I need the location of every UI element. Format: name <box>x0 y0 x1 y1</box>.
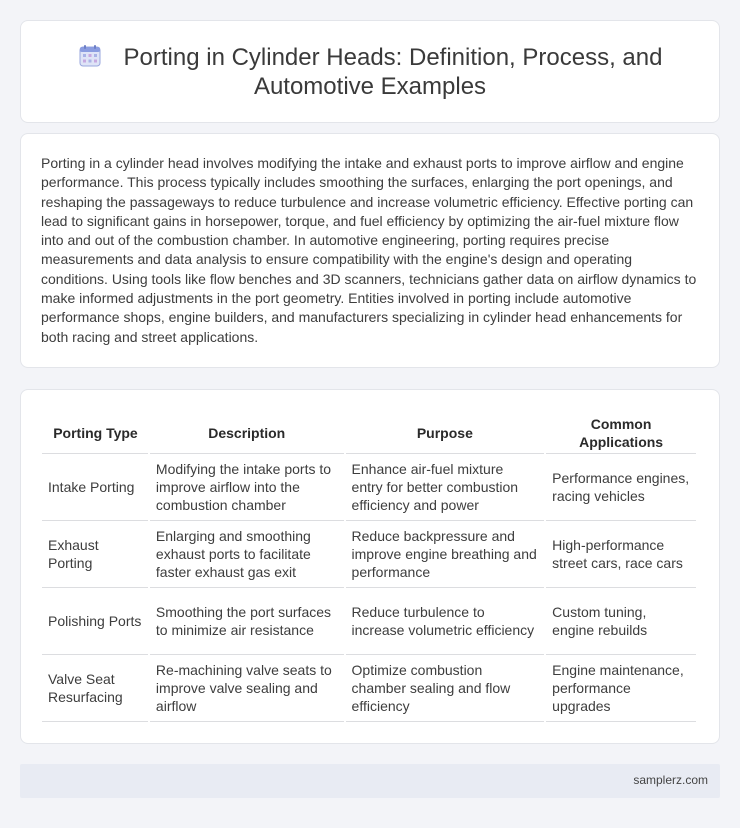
cell-porting-type: Exhaust Porting <box>42 520 149 587</box>
calendar-icon <box>78 44 102 68</box>
cell-porting-type: Valve Seat Resurfacing <box>42 654 149 721</box>
cell-porting-type: Polishing Ports <box>42 587 149 654</box>
cell-applications: Engine maintenance, performance upgrades <box>545 654 697 721</box>
intro-card <box>20 133 720 368</box>
cell-description: Modifying the intake ports to improve airflow into the combustion chamber <box>149 453 345 520</box>
page-title: Porting in Cylinder Heads: Definition, Process, and Automotive Examples <box>123 44 663 100</box>
header-porting-type: Porting Type <box>42 413 149 453</box>
header-common-applications: Common Applications <box>545 413 697 453</box>
cell-description: Re-machining valve seats to improve valve sealing and airflow <box>149 654 345 721</box>
cell-porting-type: Intake Porting <box>42 453 149 520</box>
cell-purpose: Enhance air-fuel mixture entry for better combustion efficiency and power <box>345 453 546 520</box>
cell-applications: Custom tuning, engine rebuilds <box>545 587 697 654</box>
table-row <box>42 654 697 721</box>
page-title-wrap <box>21 43 719 101</box>
table-row <box>42 453 697 520</box>
cell-description: Enlarging and smoothing exhaust ports to facilitate faster exhaust gas exit <box>149 520 345 587</box>
table-header-row <box>42 413 697 453</box>
title-card <box>20 20 720 123</box>
cell-applications: Performance engines, racing vehicles <box>545 453 697 520</box>
table-row <box>42 520 697 587</box>
cell-purpose: Reduce turbulence to increase volumetric efficiency <box>345 587 546 654</box>
table-row <box>42 587 697 654</box>
cell-purpose: Reduce backpressure and improve engine breathing and performance <box>345 520 546 587</box>
header-purpose: Purpose <box>345 413 546 453</box>
cell-applications: High-performance street cars, race cars <box>545 520 697 587</box>
cell-purpose: Optimize combustion chamber sealing and flow efficiency <box>345 654 546 721</box>
header-description: Description <box>149 413 345 453</box>
cell-description: Smoothing the port surfaces to minimize air resistance <box>149 587 345 654</box>
footer-bar <box>20 764 720 798</box>
porting-table <box>42 413 698 722</box>
table-card <box>20 389 720 744</box>
footer-site-link[interactable]: samplerz.com <box>633 773 708 787</box>
intro-paragraph: Porting in a cylinder head involves modifying the intake and exhaust ports to improve airflow and engine performance. This process typically includes smoothing the surfaces, enlarging the port openings, and reshaping the passageways to reduce turbulence and increase volumetric efficiency. Effective porting can lead to significant gains in horsepower, torque, and fuel efficiency by optimizing the air-fuel mixture flow into and out of the combustion chamber. In automotive engineering, porting requires precise measurements and data analysis to ensure compatibility with the engine's design and operating conditions. Using tools like flow benches and 3D scanners, technicians gather data on airflow dynamics to make informed adjustments in the port geometry. Entities involved in porting include automotive performance shops, engine builders, and manufacturers specializing in cylinder head enhancements for both racing and street applications. <box>41 155 697 345</box>
